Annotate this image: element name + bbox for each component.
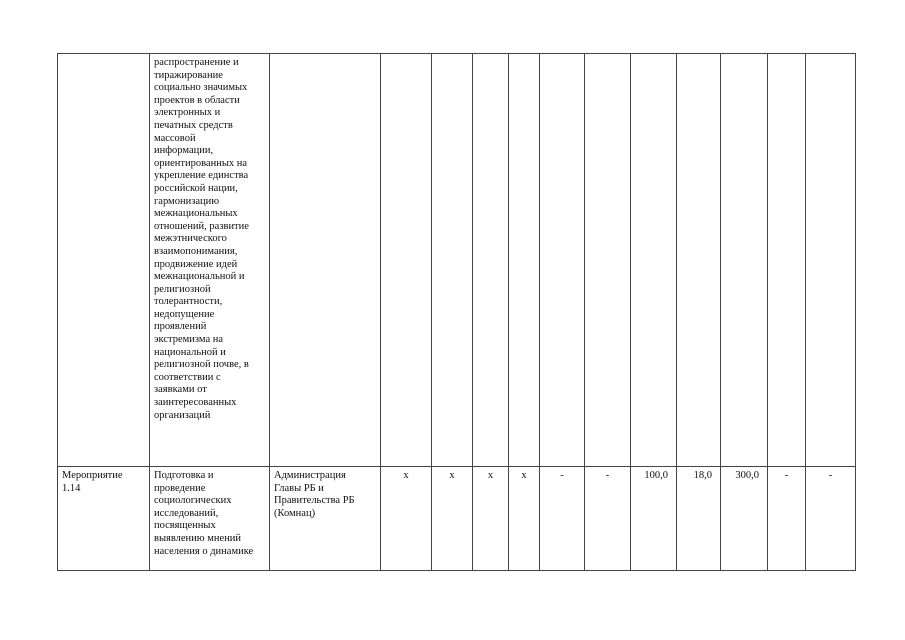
text-line: ориентированных на [154,157,248,169]
value-cell: х [432,467,473,571]
value-cell [585,54,631,467]
text-line: продвижение идей [154,258,238,270]
value-cell [631,54,677,467]
text-line: религиозной почве, в [154,359,249,371]
text-line: заинтересованных [154,397,237,409]
text-line: Подготовка и [154,470,214,481]
text-line: взаимопонимания, [154,245,238,257]
table-row [58,54,856,467]
text-line: Администрация [274,470,346,481]
measure-id-cell [58,54,150,467]
measure-id-label: Мероприятие [62,470,123,481]
value-cell [540,54,585,467]
text-line: толерантности, [154,296,223,308]
text-line: информации, [154,145,214,157]
value-cell: х [473,467,509,571]
text-line: проявлений [154,321,207,333]
value-cell: 100,0 [631,467,677,571]
text-line: проектов в области [154,94,240,106]
text-line: Главы РБ и [274,482,324,494]
executor-cell [270,54,381,467]
text-line: посвященных [154,520,216,532]
measure-name-cell [150,467,270,571]
program-table [57,53,856,571]
text-line: тиражирование [154,69,223,81]
value-cell [806,54,856,467]
text-line: экстремизма на [154,334,224,346]
measure-name-cell [150,54,270,467]
text-line: межэтнического [154,233,227,245]
value-cell [432,54,473,467]
measure-id-cell [58,467,150,571]
text-line: гармонизацию [154,195,220,207]
text-line: (Комнац) [274,507,316,519]
executor-cell [270,467,381,571]
text-line: отношений, развитие [154,220,249,232]
text-line: печатных средств [154,119,233,131]
text-line: заявками от [154,384,207,396]
text-line: укрепление единства [154,170,249,182]
value-cell [677,54,721,467]
text-line: межнациональных [154,208,238,220]
text-line: массовой [154,132,196,144]
measure-id-number: 1.14 [62,482,81,494]
text-line: населения о динамике [154,545,254,557]
text-line: российской нации, [154,182,238,194]
value-cell [381,54,432,467]
text-line: национальной и [154,346,226,358]
value-cell: - [540,467,585,571]
value-cell [768,54,806,467]
text-line: соответствии с [154,371,221,383]
value-cell: - [585,467,631,571]
text-line: электронных и [154,107,221,119]
value-cell: х [381,467,432,571]
value-cell: - [768,467,806,571]
value-cell: 18,0 [677,467,721,571]
text-line: религиозной [154,283,211,295]
table-row [58,467,856,571]
text-line: исследований, [154,507,219,519]
text-line: социологических [154,495,232,507]
text-line: организаций [154,409,211,421]
value-cell [473,54,509,467]
value-cell [721,54,768,467]
text-line: распространение и [154,57,239,68]
text-line: межнациональной и [154,271,245,283]
value-cell: - [806,467,856,571]
value-cell: х [509,467,540,571]
text-line: выявлению мнений [154,532,242,544]
value-cell [509,54,540,467]
measure-name-text [154,57,265,422]
value-cell: 300,0 [721,467,768,571]
text-line: социально значимых [154,82,248,94]
text-line: проведение [154,482,206,494]
text-line: Правительства РБ [274,495,355,507]
text-line: недопущение [154,308,215,320]
